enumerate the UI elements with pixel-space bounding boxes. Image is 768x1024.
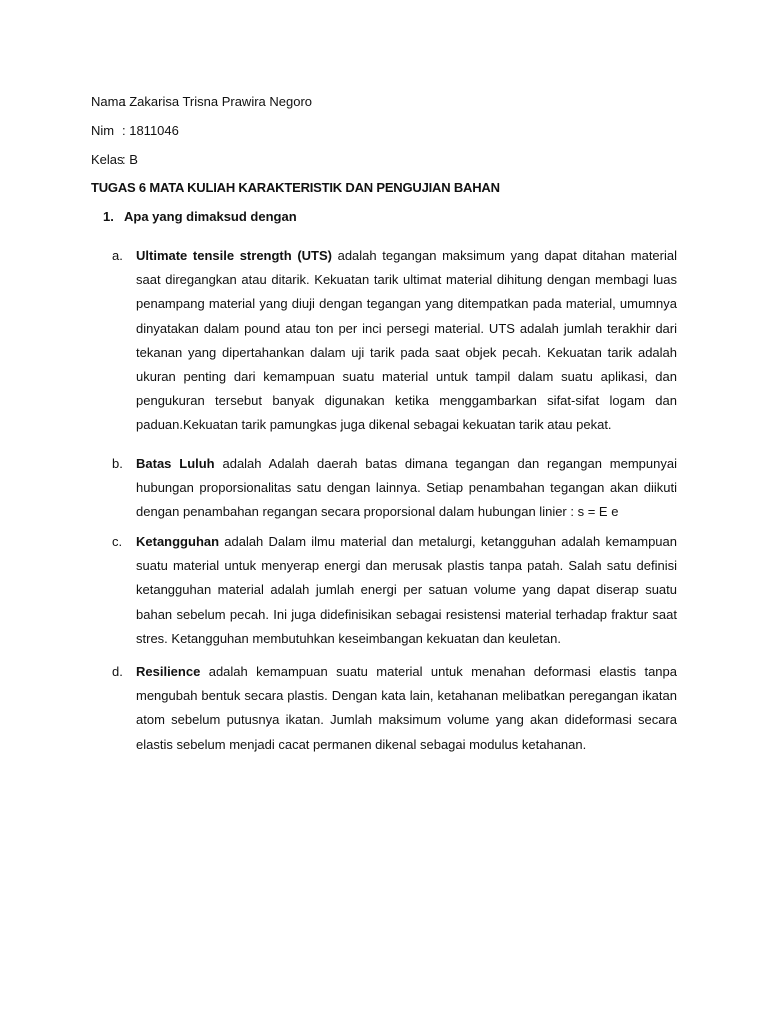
- answer-text: adalah kemampuan suatu material untuk menahan deformasi elastis tanpa mengubah bentuk secara plastis. Dengan kata lain, ketahanan melibatkan peregangan ikatan atom sebelum putusnya ikatan. Jumlah maksimum volume yang akan dideformasi secara elastis sebelum menjadi cacat permanen dikenal sebagai modulus ketahanan.: [136, 664, 677, 752]
- answer-item-c: [112, 530, 677, 651]
- question-text: Apa yang dimaksud dengan: [124, 209, 297, 224]
- answer-marker: a.: [112, 248, 123, 263]
- answer-item-d: [112, 660, 677, 757]
- answer-body: [136, 530, 677, 651]
- answer-marker: b.: [112, 456, 123, 471]
- assignment-title: TUGAS 6 MATA KULIAH KARAKTERISTIK DAN PENGUJIAN BAHAN: [91, 180, 500, 195]
- answer-body: [136, 452, 677, 525]
- answer-item-a: [112, 244, 677, 438]
- student-class-line: [91, 152, 138, 168]
- answer-term: Batas Luluh: [136, 456, 215, 471]
- answer-term: Resilience: [136, 664, 201, 679]
- student-nim-line: [91, 123, 179, 139]
- answer-term: Ketangguhan: [136, 534, 220, 549]
- answer-term: Ultimate tensile strength (UTS): [136, 248, 332, 263]
- answer-text: adalah Dalam ilmu material dan metalurgi, ketangguhan adalah kemampuan suatu material untuk menyerap energi dan merusak plastis tanpa patah. Salah satu definisi ketangguhan material adalah jumlah energi per satuan volume yang dapat diserap suatu bahan sebelum pecah. Ini juga didefinisikan sebagai resistensi material terhadap fraktur saat stres. Ketangguhan membutuhkan keseimbangan kekuatan dan keuletan.: [136, 534, 677, 646]
- question-number: 1.: [103, 209, 114, 224]
- answer-body: [136, 244, 677, 438]
- answer-body: [136, 660, 677, 757]
- nim-label: Nim: [91, 123, 115, 138]
- answer-text: adalah tegangan maksimum yang dapat ditahan material saat diregangkan atau ditarik. Kekuatan tarik ultimat material dihitung dengan membagi luas penampang material yang diuji dengan tegangan yang ditempatkan pada material, umumnya dinyatakan dalam pound atau ton per inci persegi material. UTS adalah jumlah terakhir dari tekanan yang dipertahankan dalam uji tarik pada saat objek pecah. Kekuatan tarik adalah ukuran penting dari kemampuan suatu material untuk tampil dalam suatu aplikasi, dan pengukuran tersebut banyak digunakan ketika menggambarkan sifat-sifat logam dan paduan.Kekuatan tarik pamungkas juga dikenal sebagai kekuatan tarik atau pekat.: [136, 248, 677, 433]
- name-label: Nama: [91, 94, 126, 109]
- answer-text: adalah Adalah daerah batas dimana tegangan dan regangan mempunyai hubungan proporsionalitas satu dengan lainnya. Setiap penambahan tegangan akan diikuti dengan penambahan regangan secara proporsional dalam hubungan linier : s = E e: [136, 456, 677, 520]
- question-1: [103, 209, 297, 224]
- student-name-line: [91, 94, 312, 110]
- answer-item-b: [112, 452, 677, 525]
- answer-marker: d.: [112, 664, 123, 679]
- name-value: : Zakarisa Trisna Prawira Negoro: [122, 94, 313, 109]
- kelas-label: Kelas: [91, 152, 124, 167]
- kelas-value: : B: [122, 152, 138, 167]
- nim-value: : 1811046: [122, 123, 179, 138]
- answer-marker: c.: [112, 534, 123, 549]
